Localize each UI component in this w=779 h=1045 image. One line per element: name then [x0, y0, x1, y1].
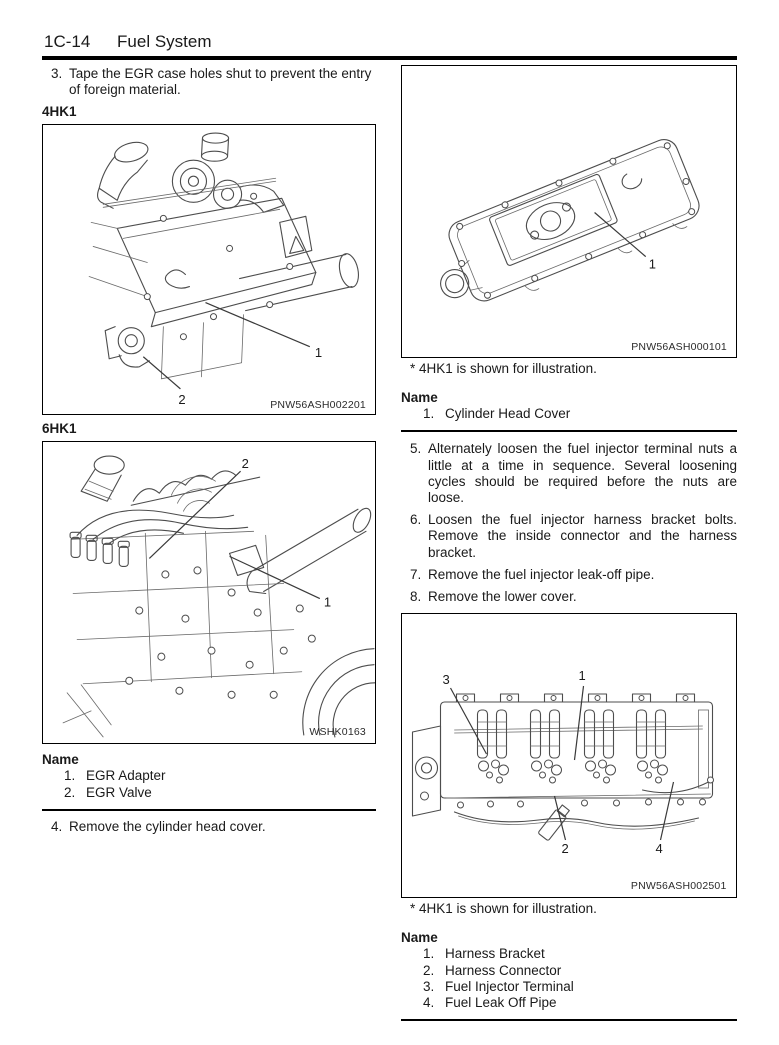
fuel-injector-illustration — [402, 614, 736, 897]
legend-number: 3. — [423, 978, 435, 994]
variant-label-4hk1: 4HK1 — [42, 104, 77, 120]
legend-label: Cylinder Head Cover — [445, 406, 571, 422]
callout-4: 4 — [655, 841, 663, 857]
right-column — [401, 64, 737, 1021]
callout-2: 2 — [178, 392, 186, 408]
legend-item — [42, 785, 376, 801]
name-heading: Name — [401, 390, 438, 406]
step-text: Remove the fuel injector leak-off pipe. — [428, 566, 655, 582]
legend-number: 1. — [423, 406, 435, 422]
step-number: 6. — [410, 512, 422, 528]
engine-egr-4hk1-illustration — [43, 125, 375, 414]
legend-number: 4. — [423, 995, 435, 1011]
legend-label: Harness Bracket — [445, 946, 545, 962]
section-divider — [42, 809, 376, 811]
step-7 — [401, 567, 737, 583]
step-4 — [42, 819, 376, 835]
step-number: 5. — [410, 441, 422, 457]
step-number: 7. — [410, 566, 422, 582]
callout-2: 2 — [561, 841, 569, 857]
section-divider — [401, 430, 737, 432]
figure-injectors — [401, 613, 737, 898]
legend-number: 1. — [423, 946, 435, 962]
page-header — [44, 32, 212, 52]
legend-item — [401, 946, 737, 962]
step-number: 8. — [410, 589, 422, 605]
step-5 — [401, 441, 737, 506]
step-3 — [42, 66, 376, 98]
left-column — [42, 64, 376, 835]
callout-1: 1 — [648, 256, 656, 272]
step-text: Alternately loosen the fuel injector terminal nuts a little at a time in sequence. Several loosening cycles should be required before the nuts are loose. — [428, 441, 737, 506]
legend-label: Fuel Injector Terminal — [445, 978, 574, 994]
engine-egr-6hk1-illustration — [43, 442, 375, 743]
section-divider — [401, 1019, 737, 1021]
step-text: Tape the EGR case holes shut to prevent the entry of foreign material. — [69, 66, 372, 98]
figure-caption: WSHK0163 — [309, 726, 366, 739]
figure-caption: PNW56ASH002201 — [270, 399, 366, 412]
figure-egr-6hk1 — [42, 441, 376, 744]
callout-1: 1 — [314, 345, 323, 361]
cylinder-head-cover-illustration — [402, 66, 736, 357]
legend-item — [401, 995, 737, 1011]
page-code: 1C-14 — [44, 32, 91, 51]
step-6 — [401, 512, 737, 561]
legend-item — [42, 768, 376, 784]
legend-label: Harness Connector — [445, 962, 562, 978]
section-title: Fuel System — [117, 32, 212, 51]
step-number: 4. — [51, 818, 63, 834]
variant-label-6hk1: 6HK1 — [42, 421, 77, 437]
legend-label: EGR Adapter — [86, 768, 166, 784]
figure-caption: PNW56ASH000101 — [631, 340, 727, 353]
figure-head-cover — [401, 65, 737, 358]
step-text: Remove the lower cover. — [428, 589, 577, 605]
step-8 — [401, 589, 737, 605]
legend-item — [401, 963, 737, 979]
figure-note: * 4HK1 is shown for illustration. — [410, 901, 597, 917]
step-number: 3. — [51, 66, 63, 81]
legend-number: 2. — [64, 784, 76, 800]
callout-2: 2 — [241, 456, 249, 472]
figure-caption: PNW56ASH002501 — [630, 880, 727, 893]
figure-note: * 4HK1 is shown for illustration. — [410, 361, 597, 376]
legend-item — [401, 406, 737, 422]
legend-label: EGR Valve — [86, 784, 152, 800]
step-text: Remove the cylinder head cover. — [69, 818, 266, 834]
legend-number: 2. — [423, 962, 435, 978]
legend-number: 1. — [64, 768, 76, 784]
callout-1: 1 — [578, 668, 586, 684]
legend-item — [401, 979, 737, 995]
legend-label: Fuel Leak Off Pipe — [445, 995, 557, 1011]
step-text: Loosen the fuel injector harness bracket bolts. Remove the inside connector and the harness bracket. — [428, 512, 737, 560]
figure-egr-4hk1 — [42, 124, 376, 415]
name-heading: Name — [401, 930, 438, 946]
callout-3: 3 — [442, 672, 450, 688]
name-heading: Name — [42, 752, 79, 768]
header-rule — [42, 56, 737, 60]
callout-1: 1 — [323, 594, 332, 610]
